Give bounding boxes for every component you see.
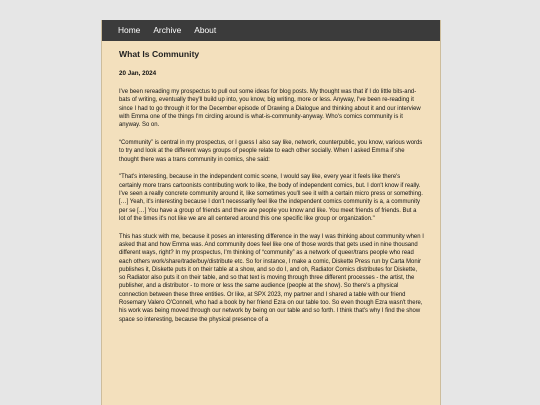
post-date: 20 Jan, 2024 — [119, 70, 157, 77]
post-paragraph: This has stuck with me, because it poses an interesting difference in the way I was thinking about community when I asked that and how Emma was. And community does feel like one of those words that gets used in nine thousand different ways, right? In my prospectus, I'm thinking of “community” as a network of queer/trans people who read each others work/share/trade/buy/distribute etc. So for instance, I make a comic, Diskette Press run by Carta Monir publishes it, Diskette puts it on their table at a show, and so do I, and oh, Radiator Comics distributes for Diskette, so Radiator also puts it on their table, and so that text is moving through three different processes - the artist, the publisher, and a distributor - to more or less the same audience (people at the show). So there's a physical connection between these three entities. Or like, at SPX 2023, my partner and I shared a table with our friend Rosemary Valero O'Connell, who had a book by her friend Ezra on our table too. So even though Ezra wasn't there, his work was being moved through our network by being on our table and so forth. I think that's why I find the show space so interesting, because the physical presence of a — [119, 233, 424, 323]
nav-link-home[interactable]: Home — [118, 25, 141, 35]
post-paragraph: “Community” is central in my prospectus, or I guess I also say like, network, counterpublic, you know, various words to try and look at the different ways groups of people relate to each other socially. When I asked Emma if she thought there was a trans community in comics, she said: — [119, 139, 423, 163]
nav-link-archive[interactable]: Archive — [153, 25, 182, 35]
top-nav — [102, 20, 440, 41]
post-content — [102, 41, 440, 324]
post-title: What Is Community — [119, 49, 200, 59]
page-container — [101, 20, 441, 405]
post-paragraph: I've been rereading my prospectus to pull out some ideas for blog posts. My thought was that if I do little bits-and-bats of writing, eventually they'll build up into, you know, big writing, more or less. Anyway, I've been re-reading it since I had to go through it for the December episode of Drawing a Dialogue and thinking about it and our interview with Emma one of the things I'm circling around is what-is-community-anyway. Who's comics community is it anyway. So on. — [119, 89, 421, 129]
nav-link-about[interactable]: About — [194, 25, 217, 35]
post-quote: "That's interesting, because in the independent comic scene, I would say like, every year it feels like there's certainly more trans cartoonists contributing work to like, the body of independent comics, but. I don't know if really. I've seen a really concrete community around it, like sometimes you'll see it with a certain micro press or something. […] Yeah, it's interesting because I don't necessarily feel like the independent comics community is a, a community per se […] You have a group of friends and there are people you know and like. You meet friends of friends. But a lot of the times it's not like we are all centered around this one specific like group or organization." — [119, 174, 423, 222]
